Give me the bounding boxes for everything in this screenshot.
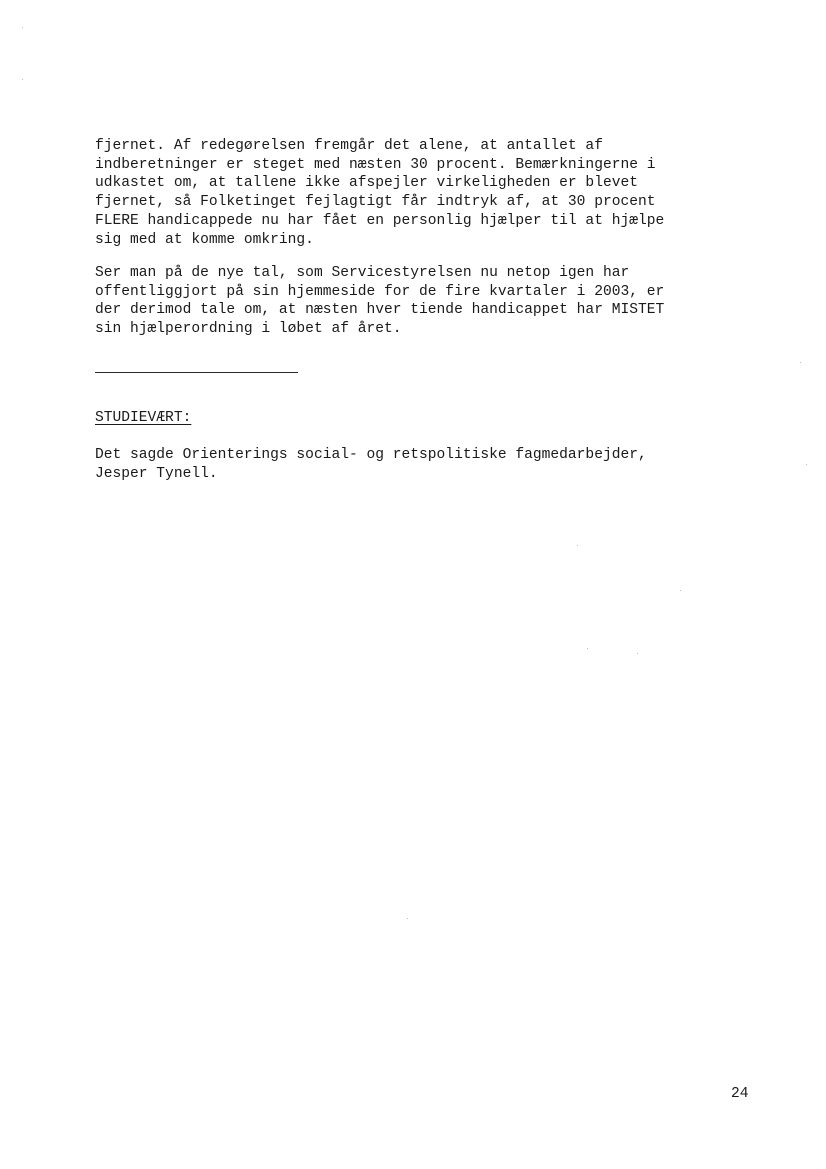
- scan-speck: [800, 362, 801, 363]
- scan-speck: [22, 79, 23, 80]
- scan-speck: [577, 545, 578, 546]
- paragraph-report-removed: fjernet. Af redegørelsen fremgår det alene, at antallet af indberetninger er steget med næsten 30 procent. Bemærkningerne i udkastet om, at tallene ikke afspejler virkeligheden er blevet fjernet, så Folketinget fejlagtigt får indtryk af, at 30 procent FLERE handicappede nu har fået en personlig hjælper til at hjælpe sig med at komme omkring.: [95, 138, 665, 248]
- scan-speck: [407, 918, 408, 919]
- scan-speck: [22, 27, 23, 28]
- paragraph-new-figures: Ser man på de nye tal, som Servicestyrelsen nu netop igen har offentliggjort på sin hjemmeside for de fire kvartaler i 2003, er der derimod tale om, at næsten hver tiende handicappet har MISTET sin hjælperordning i løbet af året.: [95, 265, 665, 338]
- section-separator-line: [95, 372, 298, 373]
- scan-speck: [680, 590, 681, 591]
- scan-speck: [587, 648, 588, 649]
- paragraph-attribution: Det sagde Orienterings social- og retspolitiske fagmedarbejder, Jesper Tynell.: [95, 447, 647, 482]
- speaker-label: STUDIEVÆRT:: [95, 410, 192, 426]
- scan-speck: [806, 464, 807, 465]
- scan-speck: [637, 653, 638, 654]
- page-number: 24: [731, 1086, 749, 1102]
